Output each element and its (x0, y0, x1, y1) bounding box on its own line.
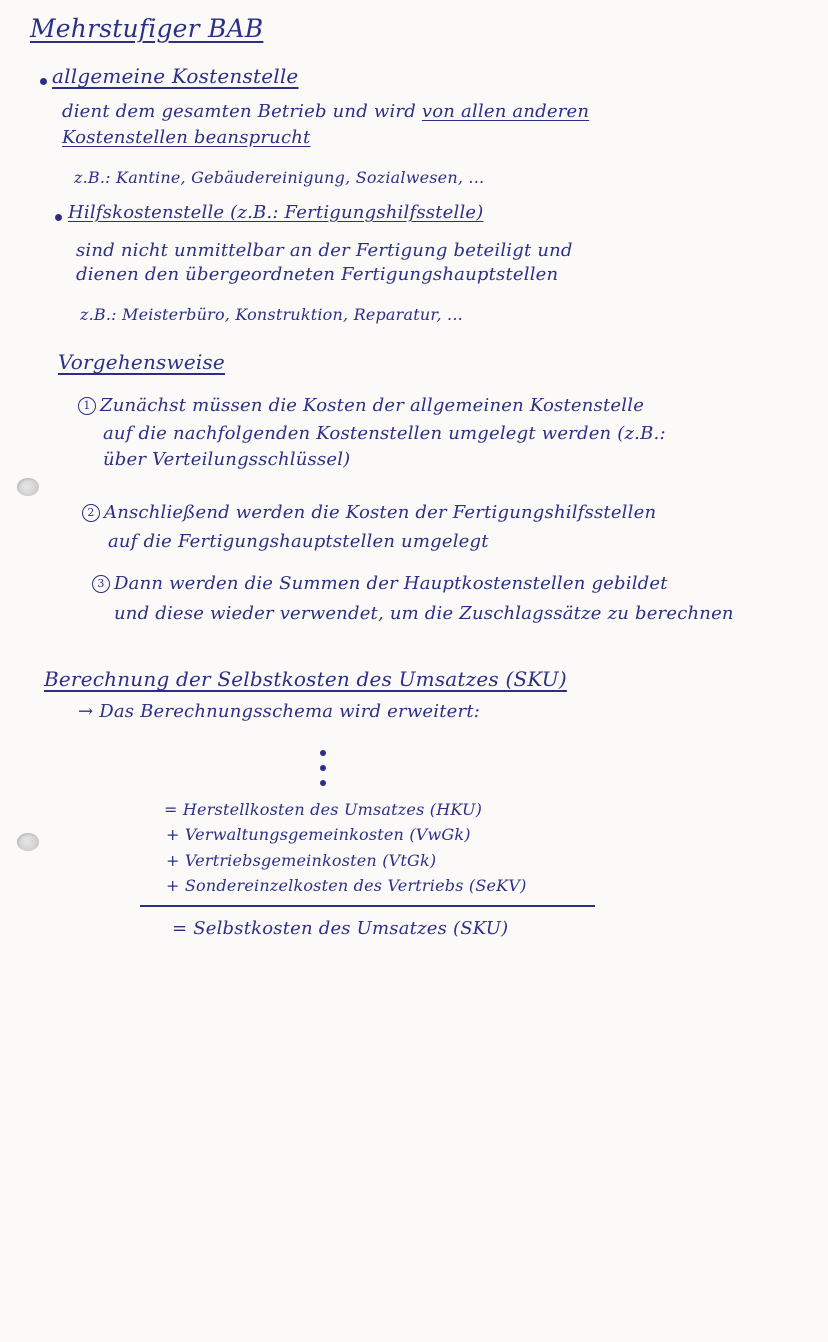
sum-divider-line (140, 905, 595, 907)
ellipsis-dot-1 (320, 750, 326, 756)
heading-vorgehensweise: Vorgehensweise (58, 350, 225, 374)
heading-hilfskostenstelle: Hilfskostenstelle (z.B.: Fertigungshilfsstelle) (68, 202, 484, 223)
hilfs-line-1: sind nicht unmittelbar an der Fertigung beteiligt und (76, 240, 573, 261)
step-1-number: 1 (78, 397, 96, 415)
step-1-line-3: über Verteilungsschlüssel) (103, 449, 351, 470)
berechnung-intro: → Das Berechnungsschema wird erweitert: (78, 701, 481, 722)
hilfs-line-2: dienen den übergeordneten Fertigungshauptstellen (76, 264, 559, 285)
punch-hole-bottom (17, 833, 39, 851)
emphasis-von-allen-anderen: von allen anderen (421, 101, 590, 122)
bullet-hilfs (55, 214, 62, 221)
allgemeine-line-2: Kostenstellen beansprucht (62, 127, 311, 148)
scheme-result-selbstkosten: = Selbstkosten des Umsatzes (SKU) (172, 918, 509, 939)
page-title: Mehrstufiger BAB (30, 14, 264, 43)
step-3-number: 3 (92, 575, 110, 593)
scheme-line-sondereinzelkosten: + Sondereinzelkosten des Vertriebs (SeKV) (166, 876, 527, 895)
step-2-line-2: auf die Fertigungshauptstellen umgelegt (108, 531, 489, 552)
allgemeine-example: z.B.: Kantine, Gebäudereinigung, Sozialwesen, ... (74, 168, 485, 187)
bullet-allgemeine (40, 78, 47, 85)
step-1-line-1: 1 Zunächst müssen die Kosten der allgemeinen Kostenstelle (78, 395, 644, 416)
scheme-line-vertrieb: + Vertriebsgemeinkosten (VtGk) (166, 851, 437, 870)
heading-berechnung-sku: Berechnung der Selbstkosten des Umsatzes (SKU) (44, 667, 567, 691)
scheme-line-verwaltung: + Verwaltungsgemeinkosten (VwGk) (166, 825, 471, 844)
punch-hole-top (17, 478, 39, 496)
ellipsis-dot-2 (320, 765, 326, 771)
step-3-line-1: 3 Dann werden die Summen der Hauptkostenstellen gebildet (92, 573, 668, 594)
step-2-line-1: 2 Anschließend werden die Kosten der Fertigungshilfsstellen (82, 502, 656, 523)
heading-allgemeine-kostenstelle: allgemeine Kostenstelle (52, 64, 299, 88)
step-2-number: 2 (82, 504, 100, 522)
step-1-line-2: auf die nachfolgenden Kostenstellen umgelegt werden (z.B.: (103, 423, 666, 444)
ellipsis-dot-3 (320, 780, 326, 786)
step-3-line-2: und diese wieder verwendet, um die Zuschlagssätze zu berechnen (114, 603, 734, 624)
hilfs-example: z.B.: Meisterbüro, Konstruktion, Reparatur, ... (80, 305, 463, 324)
allgemeine-line-1: dient dem gesamten Betrieb und wird von allen anderen (62, 101, 590, 122)
scheme-line-herstellkosten: = Herstellkosten des Umsatzes (HKU) (164, 800, 483, 819)
